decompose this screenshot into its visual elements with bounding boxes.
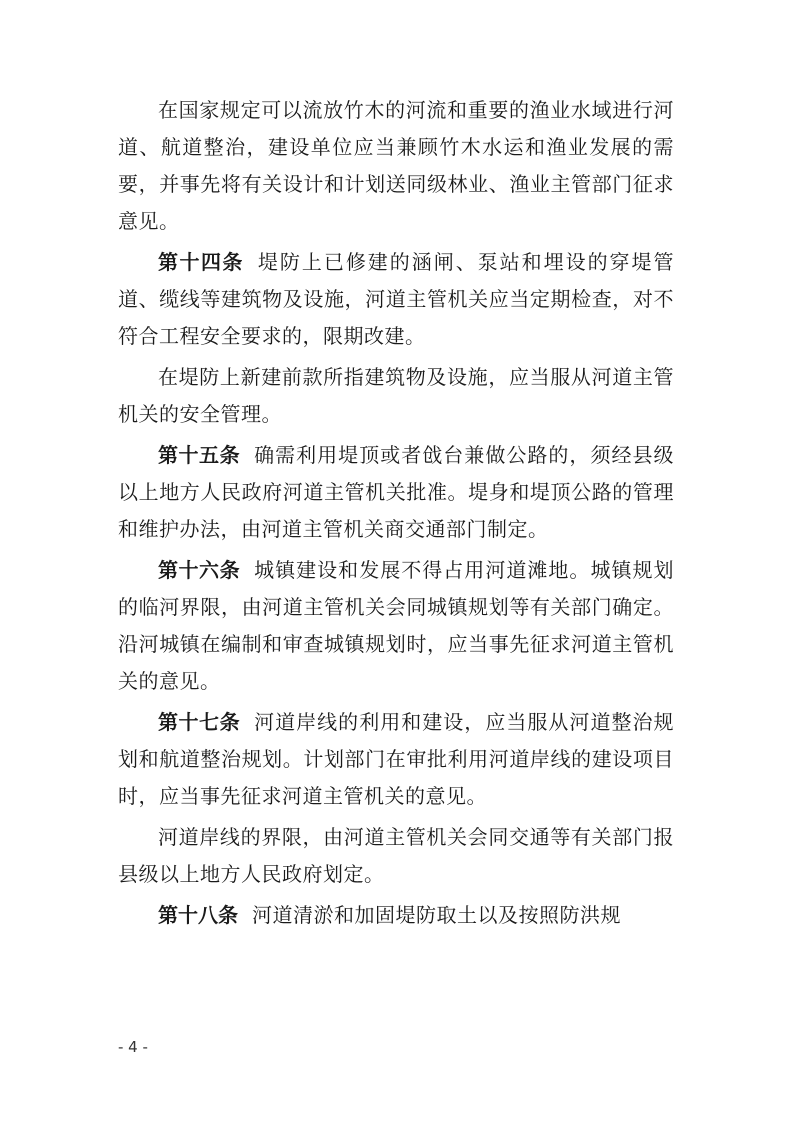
paragraph-text: 城镇建设和发展不得占用河道滩地。城镇规划的临河界限，由河道主管机关会同城镇规划等有关部门确定。沿河城镇在编制和审查城镇规划时，应当事先征求河道主管机关的意见。: [118, 558, 675, 693]
article-number: 第十四条: [158, 250, 244, 274]
paragraph: [118, 437, 674, 548]
paragraph: [118, 92, 674, 240]
paragraph: [118, 552, 674, 700]
paragraph-text: 堤防上已修建的涵闸、泵站和埋设的穿堤管道、缆线等建筑物及设施，河道主管机关应当定期检查，对不符合工程安全要求的，限期改建。: [118, 250, 675, 348]
paragraph-text: 河道岸线的界限，由河道主管机关会同交通等有关部门报县级以上地方人民政府划定。: [118, 825, 674, 886]
paragraph-text: 河道清淤和加固堤防取土以及按照防洪规: [252, 903, 621, 927]
paragraph-text: 在国家规定可以流放竹木的河流和重要的渔业水域进行河道、航道整治，建设单位应当兼顾竹木水运和渔业发展的需要，并事先将有关设计和计划送同级林业、渔业主管部门征求意见。: [118, 98, 674, 233]
document-body: [118, 92, 674, 938]
paragraph: [118, 359, 674, 433]
article-number: 第十七条: [158, 710, 241, 734]
paragraph: [118, 244, 674, 355]
paragraph-text: 确需利用堤顶或者戗台兼做公路的，须经县级以上地方人民政府河道主管机关批准。堤身和堤顶公路的管理和维护办法，由河道主管机关商交通部门制定。: [118, 443, 675, 541]
page-number: - 4 -: [118, 1038, 148, 1056]
article-number: 第十八条: [158, 903, 238, 927]
paragraph-text: 在堤防上新建前款所指建筑物及设施，应当服从河道主管机关的安全管理。: [118, 365, 674, 426]
paragraph: [118, 819, 674, 893]
paragraph: [118, 704, 674, 815]
paragraph-text: 河道岸线的利用和建设，应当服从河道整治规划和航道整治规划。计划部门在审批利用河道岸线的建设项目时，应当事先征求河道主管机关的意见。: [118, 710, 675, 808]
article-number: 第十五条: [158, 443, 241, 467]
paragraph: [118, 897, 674, 934]
article-number: 第十六条: [158, 558, 241, 582]
